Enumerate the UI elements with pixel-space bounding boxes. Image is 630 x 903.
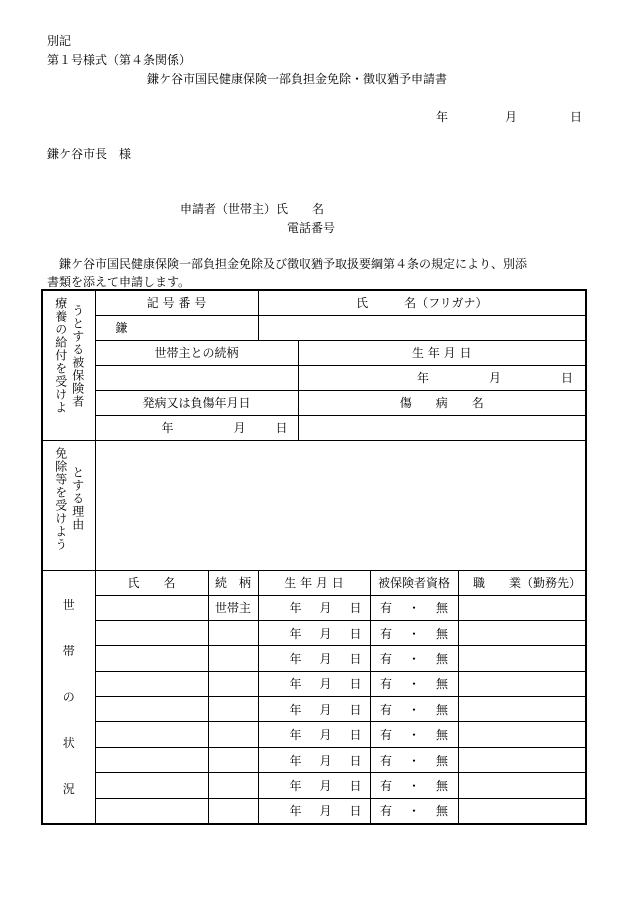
separator-dot: ・: [408, 601, 421, 616]
no-option[interactable]: 無: [436, 651, 449, 666]
household-relation-cell[interactable]: [208, 722, 258, 747]
insured-label-col1: 療養の給付を受けよ: [53, 297, 68, 414]
separator-dot: ・: [408, 651, 421, 666]
no-option[interactable]: 無: [436, 753, 449, 768]
separator-dot: ・: [408, 753, 421, 768]
household-qualification-cell[interactable]: [370, 595, 458, 620]
birth-month-label: 月: [319, 804, 332, 819]
onset-year-label: 年: [161, 421, 174, 435]
household-occupation-cell[interactable]: [458, 747, 586, 772]
no-option[interactable]: 無: [436, 601, 449, 616]
yes-option[interactable]: 有: [379, 778, 392, 793]
yes-option[interactable]: 有: [379, 677, 392, 692]
household-name-cell[interactable]: [95, 722, 208, 747]
no-option[interactable]: 無: [436, 677, 449, 692]
household-qualification-cell[interactable]: [370, 671, 458, 696]
birth-month-label: 月: [319, 651, 332, 666]
household-relation-cell[interactable]: [208, 697, 258, 722]
birth-day-label: 日: [349, 651, 362, 666]
household-birth-cell[interactable]: [258, 773, 370, 798]
reason-label-col1: 免除等を受けよう: [53, 446, 68, 551]
household-name-cell[interactable]: [95, 595, 208, 620]
household-char-4: 状: [62, 735, 75, 750]
no-option[interactable]: 無: [436, 626, 449, 641]
household-occupation-cell[interactable]: [458, 646, 586, 671]
household-relation-cell[interactable]: [208, 798, 258, 823]
household-name-cell[interactable]: [95, 798, 208, 823]
household-row: [42, 646, 586, 671]
household-qualification-cell[interactable]: [370, 722, 458, 747]
no-option[interactable]: 無: [436, 778, 449, 793]
onset-date-field[interactable]: [95, 415, 298, 440]
document-title: 鎌ケ谷市国民健康保険一部負担金免除・徴収猶予申請書: [147, 72, 448, 86]
addressee: 鎌ケ谷市長 様: [47, 147, 132, 161]
household-occupation-cell[interactable]: [458, 671, 586, 696]
relation-header: 世帯主との続柄: [95, 340, 298, 365]
insured-side-label: [42, 290, 95, 440]
no-option[interactable]: 無: [436, 702, 449, 717]
household-occupation-cell[interactable]: [458, 798, 586, 823]
household-char-3: の: [62, 689, 75, 704]
birth-day-label: 日: [349, 728, 362, 743]
birth-day-label: 日: [349, 753, 362, 768]
household-birth-cell[interactable]: [258, 595, 370, 620]
form-number: 第１号様式（第４条関係）: [47, 53, 192, 67]
birth-year-label: 年: [289, 778, 302, 793]
applicant-label: 申請者（世帯主）氏 名: [180, 202, 325, 216]
onset-date-header: 発病又は負傷年月日: [95, 390, 298, 415]
onset-day-label: 日: [275, 421, 288, 435]
phone-label: 電話番号: [287, 221, 336, 235]
household-row: [42, 620, 586, 645]
household-name-cell[interactable]: [95, 747, 208, 772]
household-birth-cell[interactable]: [258, 671, 370, 696]
birth-year-label: 年: [289, 702, 302, 717]
yes-option[interactable]: 有: [379, 651, 392, 666]
birth-year-label: 年: [289, 804, 302, 819]
household-side-label: [42, 570, 95, 824]
disease-name-header: 傷 病 名: [298, 390, 586, 415]
yes-option[interactable]: 有: [379, 601, 392, 616]
separator-dot: ・: [408, 778, 421, 793]
household-relation-cell[interactable]: [208, 671, 258, 696]
birth-month-label: 月: [319, 677, 332, 692]
symbol-number-header: 記 号 番 号: [95, 290, 258, 315]
birth-month-label: 月: [319, 728, 332, 743]
household-birth-cell[interactable]: [258, 697, 370, 722]
household-occupation-cell[interactable]: [458, 697, 586, 722]
household-name-cell[interactable]: [95, 773, 208, 798]
household-relation-cell[interactable]: [208, 620, 258, 645]
name-kana-header: 氏 名（フリガナ）: [258, 290, 586, 315]
separator-dot: ・: [408, 626, 421, 641]
birthdate-field[interactable]: [298, 365, 586, 390]
birth-month-label: 月: [319, 626, 332, 641]
date-year-label: 年: [436, 110, 449, 124]
household-relation-cell[interactable]: [208, 646, 258, 671]
birth-month-label: 月: [319, 753, 332, 768]
household-char-1: 世: [62, 597, 75, 612]
birth-day-label: 日: [349, 778, 362, 793]
household-occupation-cell[interactable]: [458, 773, 586, 798]
household-birth-cell[interactable]: [258, 747, 370, 772]
symbol-number-field[interactable]: 鎌: [95, 315, 258, 340]
birth-day-label: 日: [349, 601, 362, 616]
yes-option[interactable]: 有: [379, 804, 392, 819]
onset-month-label: 月: [233, 421, 246, 435]
household-qualification-cell[interactable]: [370, 798, 458, 823]
birth-year-label: 年: [417, 371, 430, 385]
insured-label-col2: うとする被保険者: [70, 303, 85, 408]
separator-dot: ・: [408, 702, 421, 717]
body-text-line2: 書類を添えて申請します。: [47, 275, 191, 289]
name-kana-field[interactable]: [258, 315, 586, 340]
reason-field[interactable]: [95, 440, 586, 570]
household-char-2: 帯: [62, 643, 75, 658]
household-qualification-header: 被保険者資格: [370, 570, 458, 595]
separator-dot: ・: [408, 677, 421, 692]
household-name-cell[interactable]: [95, 620, 208, 645]
household-row: [42, 798, 586, 823]
household-occupation-cell[interactable]: [458, 620, 586, 645]
household-qualification-cell[interactable]: [370, 620, 458, 645]
reason-label-col2: とする理由: [70, 466, 85, 531]
household-relation-cell[interactable]: 世帯主: [208, 595, 258, 620]
household-qualification-cell[interactable]: [370, 697, 458, 722]
birth-day-label: 日: [349, 677, 362, 692]
household-birth-cell[interactable]: [258, 646, 370, 671]
household-row: [42, 773, 586, 798]
household-relation-cell[interactable]: [208, 773, 258, 798]
birth-month-label: 月: [489, 371, 502, 385]
date-day-label: 日: [570, 110, 583, 124]
separator-dot: ・: [408, 728, 421, 743]
yes-option[interactable]: 有: [379, 702, 392, 717]
household-row: [42, 671, 586, 696]
household-name-cell[interactable]: [95, 646, 208, 671]
birth-year-label: 年: [289, 626, 302, 641]
birth-day-label: 日: [349, 702, 362, 717]
household-occupation-header: 職 業（勤務先）: [458, 570, 586, 595]
household-relation-header: 続 柄: [208, 570, 258, 595]
reason-side-label: [42, 440, 95, 570]
birth-month-label: 月: [319, 702, 332, 717]
birth-year-label: 年: [289, 728, 302, 743]
birthdate-header: 生 年 月 日: [298, 340, 586, 365]
household-qualification-cell[interactable]: [370, 773, 458, 798]
household-relation-cell[interactable]: [208, 747, 258, 772]
yes-option[interactable]: 有: [379, 753, 392, 768]
birth-year-label: 年: [289, 601, 302, 616]
birth-day-label: 日: [349, 804, 362, 819]
birth-day-label: 日: [349, 626, 362, 641]
birth-month-label: 月: [319, 778, 332, 793]
application-form-table: [41, 289, 587, 825]
household-qualification-cell[interactable]: [370, 646, 458, 671]
yes-option[interactable]: 有: [379, 626, 392, 641]
household-qualification-cell[interactable]: [370, 747, 458, 772]
household-birth-cell[interactable]: [258, 722, 370, 747]
birth-year-label: 年: [289, 677, 302, 692]
date-month-label: 月: [505, 110, 518, 124]
birth-year-label: 年: [289, 753, 302, 768]
body-text-line1: 鎌ケ谷市国民健康保険一部負担金免除及び徴収猶予取扱要綱第４条の規定により、別添: [47, 257, 528, 271]
household-name-cell[interactable]: [95, 671, 208, 696]
household-name-cell[interactable]: [95, 697, 208, 722]
relation-field[interactable]: [95, 365, 298, 390]
birth-year-label: 年: [289, 651, 302, 666]
birth-day-label: 日: [561, 371, 574, 385]
household-row: [42, 697, 586, 722]
household-birth-cell[interactable]: [258, 620, 370, 645]
annex-label: 別記: [47, 34, 72, 48]
household-occupation-cell[interactable]: [458, 595, 586, 620]
household-row: [42, 747, 586, 772]
household-row: [42, 722, 586, 747]
household-birth-header: 生 年 月 日: [258, 570, 370, 595]
disease-name-field[interactable]: [298, 415, 586, 440]
household-char-5: 況: [62, 781, 75, 796]
household-row: [42, 595, 586, 620]
no-option[interactable]: 無: [436, 728, 449, 743]
birth-month-label: 月: [319, 601, 332, 616]
household-occupation-cell[interactable]: [458, 722, 586, 747]
household-birth-cell[interactable]: [258, 798, 370, 823]
yes-option[interactable]: 有: [379, 728, 392, 743]
household-name-header: 氏 名: [95, 570, 208, 595]
no-option[interactable]: 無: [436, 804, 449, 819]
separator-dot: ・: [408, 804, 421, 819]
